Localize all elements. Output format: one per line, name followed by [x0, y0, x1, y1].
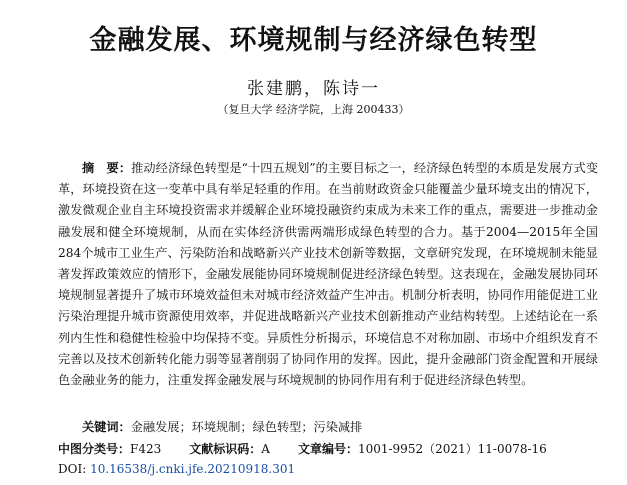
keywords: [82, 418, 362, 435]
doi-link[interactable]: 10.16538/j.cnki.jfe.20210918.301: [90, 462, 296, 476]
clc-label: 中图分类号：: [58, 442, 131, 456]
article-no-label: 文章编号：: [297, 442, 358, 456]
doc-code-field: [189, 440, 270, 457]
authors: 张建鹏，陈诗一: [247, 79, 380, 99]
doc-code-label: 文献标识码：: [189, 442, 262, 456]
article-no-field: [298, 440, 547, 457]
clc-field: [58, 440, 161, 457]
affiliation: （复旦大学 经济学院，上海 200433）: [217, 103, 410, 116]
keywords-label: 关键词：: [82, 420, 131, 434]
article-no-value: 1001-9952（2021）11-0078-16: [357, 442, 547, 456]
classification-line: [58, 440, 547, 457]
abstract: [58, 158, 598, 391]
doi-label: DOI:: [58, 462, 91, 476]
paper-title: 金融发展、环境规制与经济绿色转型: [89, 25, 538, 56]
clc-value: F423: [130, 442, 162, 456]
abstract-label: 摘 要：: [82, 161, 132, 175]
doi-line: [58, 462, 295, 476]
keywords-text: 金融发展；环境规制；绿色转型；污染减排: [130, 420, 363, 434]
abstract-text: 推动经济绿色转型是“十四五规划”的主要目标之一，经济绿色转型的本质是发展方式变革，环境投资在这一变革中具有举足轻重的作用。在当前财政资金只能覆盖少量环境支出的情况下，激发微观企业自主环境投资需求并缓解企业环境投融资约束成为未来工作的重点，需要进一步推动金融发展和健全环境规制，从而在实体经济供需两端形成绿色转型的合力。基于2004—2015年全国284个城市工业生产、污染防治和战略新兴产业技术创新等数据，文章研究发现，在环境规制未能显著发挥政策效应的情形下，金融发展能协同环境规制促进经济绿色转型。这表现在，金融发展协同环境规制显著提升了城市环境效益但未对城市经济效益产生冲击。机制分析表明，协同作用能促进工业污染治理提升城市资源使用效率，并促进战略新兴产业技术创新推动产业结构转型。上述结论在一系列内生性和稳健性检验中均保持不变。异质性分析揭示，环境信息不对称加剧、市场中介组织发育不完善以及技术创新转化能力弱等显著削弱了协同作用的发挥。因此，提升金融部门资金配置和开展绿色金融业务的能力，注重发挥金融发展与环境规制的协同作用有利于促进经济绿色转型。: [58, 161, 599, 388]
doc-code-value: A: [261, 442, 270, 456]
